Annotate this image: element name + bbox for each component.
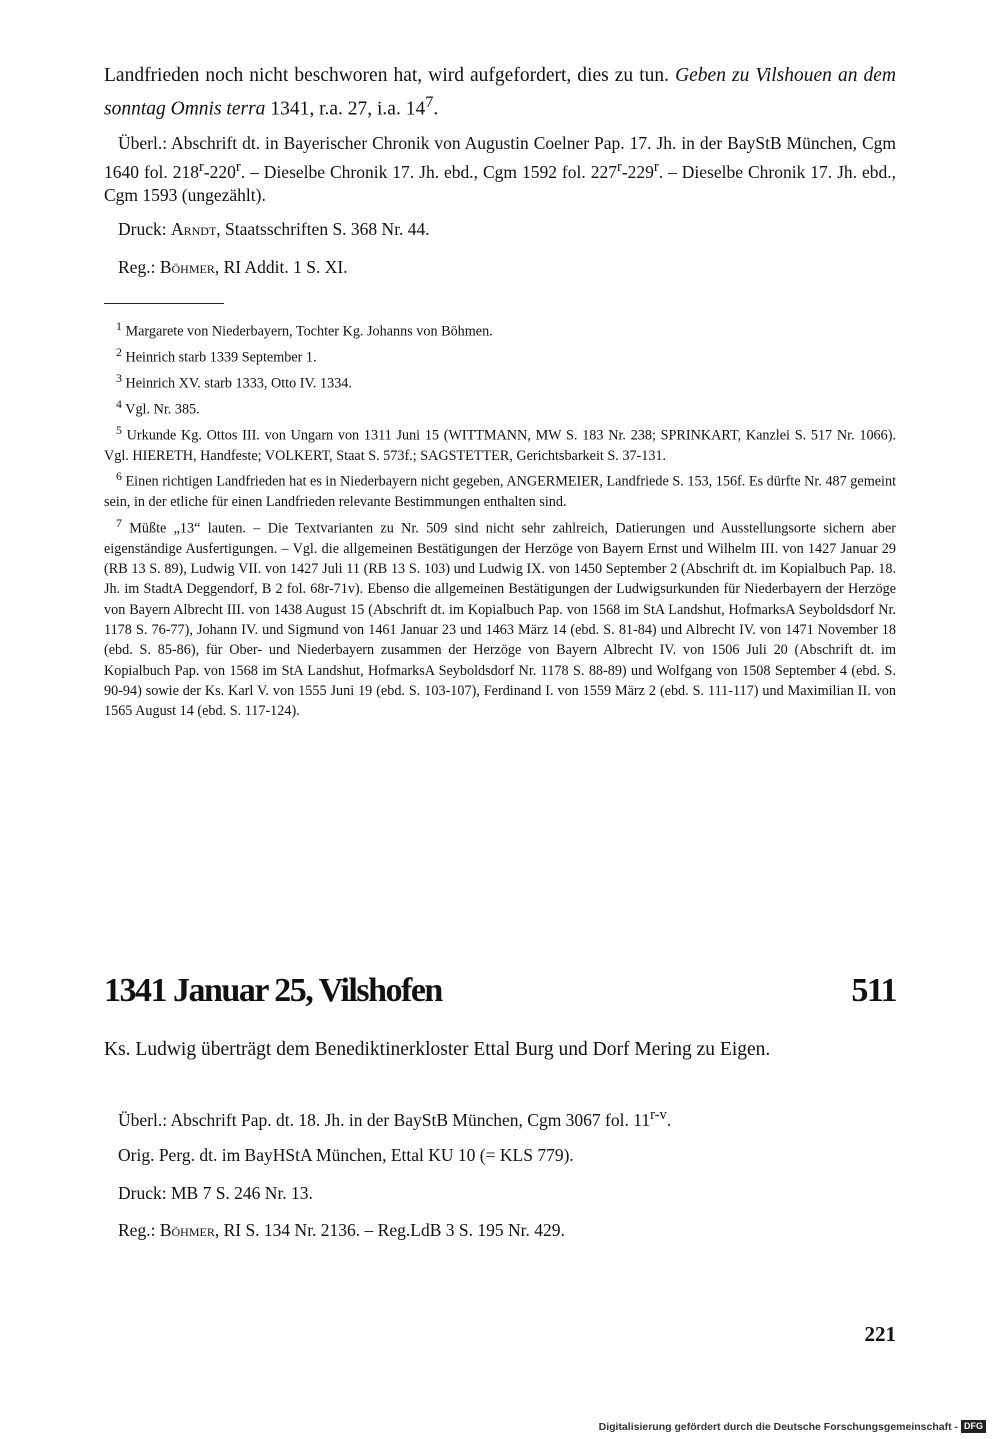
footnote-text: Margarete von Niederbayern, Tochter Kg. Johanns von Böhmen.	[125, 323, 493, 340]
footnote-5	[104, 420, 896, 466]
sup: r	[235, 158, 241, 175]
footnote-number: 5	[116, 423, 122, 438]
text-segment: .	[666, 1109, 672, 1130]
footnote-number: 4	[116, 397, 122, 412]
footnote-text: Vgl. Nr. 385.	[125, 401, 200, 418]
entry-summary: Ks. Ludwig überträgt dem Benediktinerkloster Ettal Burg und Dorf Mering zu Eigen.	[104, 1039, 771, 1060]
sup: r	[653, 158, 659, 175]
text-segment: 1341, r.a. 27, i.a. 14	[265, 98, 426, 120]
text-segment: Überl.: Abschrift Pap. dt. 18. Jh. in der BayStB München, Cgm 3067 fol. 11	[118, 1109, 651, 1130]
footnotes	[104, 316, 896, 721]
prev-reg	[104, 256, 896, 280]
sup: r-v	[650, 1107, 667, 1123]
text-segment: -229	[621, 161, 654, 182]
text-segment: .	[433, 98, 439, 120]
dfg-credit	[599, 1420, 986, 1433]
text-segment: Reg.:	[118, 257, 160, 277]
footnote-6	[104, 466, 896, 512]
footnote-2	[104, 342, 896, 368]
footnote-number: 3	[116, 371, 122, 386]
footnote-text: Urkunde Kg. Ottos III. von Ungarn von 1311 Juni 15 (WITTMANN, MW S. 183 Nr. 238; SPRINKART, Kanzlei S. 517 Nr. 1066). Vgl. HIERETH, Handfeste; VOLKERT, Staat S. 573f.; SAGSTETTER, Gerichtsbarkeit S. 37-131.	[104, 427, 896, 465]
footnote-number: 7	[116, 515, 122, 530]
prev-entry-text	[104, 62, 896, 123]
text-segment: . – Dieselbe Chronik 17. Jh. ebd., Cgm 1592 fol. 227	[240, 161, 617, 182]
dfg-logo: DFG	[961, 1420, 986, 1433]
footnote-ref[interactable]: 7	[425, 93, 434, 111]
entry-date-place: 1341 Januar 25, Vilshofen	[104, 972, 442, 1009]
footnote-1	[104, 316, 896, 342]
prev-ueberl	[104, 132, 896, 207]
text-segment: Druck:	[118, 219, 171, 239]
dating-clause: Geben zu Vilshouen an dem sonntag Omnis terra	[104, 65, 897, 120]
text-segment: Überl.: Abschrift dt. in Bayerischer Chronik von Augustin Coelner Pap. 17. Jh. in der BayStB München, Cgm 1640 fol. 218	[104, 133, 896, 182]
footnote-text: Müßte „13“ lauten. – Die Textvarianten zu Nr. 509 sind nicht sehr zahlreich, Datierungen und Ausstellungsorte sichern aber eigenständige Ausfertigungen. – Vgl. die allgemeinen Bestätigungen der Herzöge von Bayern Ernst und Wilhelm III. von 1427 Januar 29 (RB 13 S. 89), Ludwig VII. von 1427 Juli 11 (RB 13 S. 103) und Ludwig IX. von 1450 September 2 (Abschrift dt. im Kopialbuch Pap. 18. Jh. im StadtA Deggendorf, B 2 fol. 68r-71v). Ebenso die allgemeinen Bestätigungen der Ludwigsurkunden für Niederbayern der Herzöge von Bayern Albrecht III. von 1438 August 15 (Abschrift dt. im Kopialbuch Pap. von 1568 im StA Landshut, HofmarksA Seyboldsdorf Nr. 1178 S. 76-77), Johann IV. und Sigmund von 1461 Januar 23 und 1463 März 14 (ebd. S. 81-84) und Albrecht IV. von 1471 November 18 (ebd. S. 85-86), für Ober- und Niederbayern zusammen der Herzöge von Bayern Albrecht IV. von 1506 Juli 20 (Abschrift dt. im Kopialbuch Pap. von 1568 im StA Landshut, HofmarksA Seyboldsdorf Nr. 1178 S. 88-89) und Wolfgang von 1508 September 4 (ebd. S. 90-94) sowie der Ks. Karl V. von 1555 Juni 19 (ebd. S. 103-107), Ferdinand I. von 1559 März 2 (ebd. S. 111-117) und Maximilian II. von 1565 August 14 (ebd. S. 117-124).	[104, 520, 897, 720]
entry-druck: Druck: MB 7 S. 246 Nr. 13.	[118, 1183, 313, 1203]
footnote-number: 1	[116, 319, 122, 333]
footnote-3	[104, 368, 896, 394]
author-name: Arndt	[170, 219, 217, 239]
entry-heading	[104, 966, 896, 1016]
footnote-text: Heinrich XV. starb 1333, Otto IV. 1334.	[125, 375, 352, 392]
footnote-4	[104, 394, 896, 420]
entry-number: 511	[851, 972, 896, 1009]
footnote-number: 6	[116, 469, 122, 484]
text-segment: -220	[203, 161, 236, 182]
sup: r	[616, 158, 622, 175]
footnote-text: Heinrich starb 1339 September 1.	[125, 349, 317, 366]
footnote-7	[104, 513, 896, 722]
footnote-number: 2	[116, 345, 122, 360]
author-name: Böhmer	[159, 257, 215, 277]
footnote-divider	[104, 303, 224, 304]
entry-orig: Orig. Perg. dt. im BayHStA München, Ettal KU 10 (= KLS 779).	[118, 1145, 574, 1165]
text-segment: , RI S. 134 Nr. 2136. – Reg.LdB 3 S. 195 Nr. 429.	[214, 1220, 565, 1240]
entry-reg	[104, 1219, 896, 1243]
prev-druck	[104, 218, 896, 242]
text-segment: , Staatsschriften S. 368 Nr. 44.	[216, 219, 430, 239]
page-number: 221	[864, 1322, 896, 1346]
text-segment: Landfrieden noch nicht beschworen hat, wird aufgefordert, dies zu tun.	[104, 65, 676, 86]
text-segment: , RI Addit. 1 S. XI.	[214, 257, 348, 277]
text-segment: Reg.:	[118, 1220, 160, 1240]
text-segment: . – Dieselbe Chronik 17. Jh. ebd., Cgm 1593 (ungezählt).	[104, 161, 897, 205]
sup: r	[198, 158, 204, 175]
entry-ueberl	[104, 1104, 896, 1132]
footnote-text: Einen richtigen Landfrieden hat es in Niederbayern nicht gegeben, ANGERMEIER, Landfriede S. 153, 156f. Es dürfte Nr. 487 gemeint sein, in der etliche für einen Landfrieden relevante Bestimmungen enthalten sind.	[104, 474, 897, 511]
dfg-credit-text: Digitalisierung gefördert durch die Deutsche Forschungsgemeinschaft -	[598, 1420, 958, 1433]
author-name: Böhmer	[159, 1220, 215, 1240]
